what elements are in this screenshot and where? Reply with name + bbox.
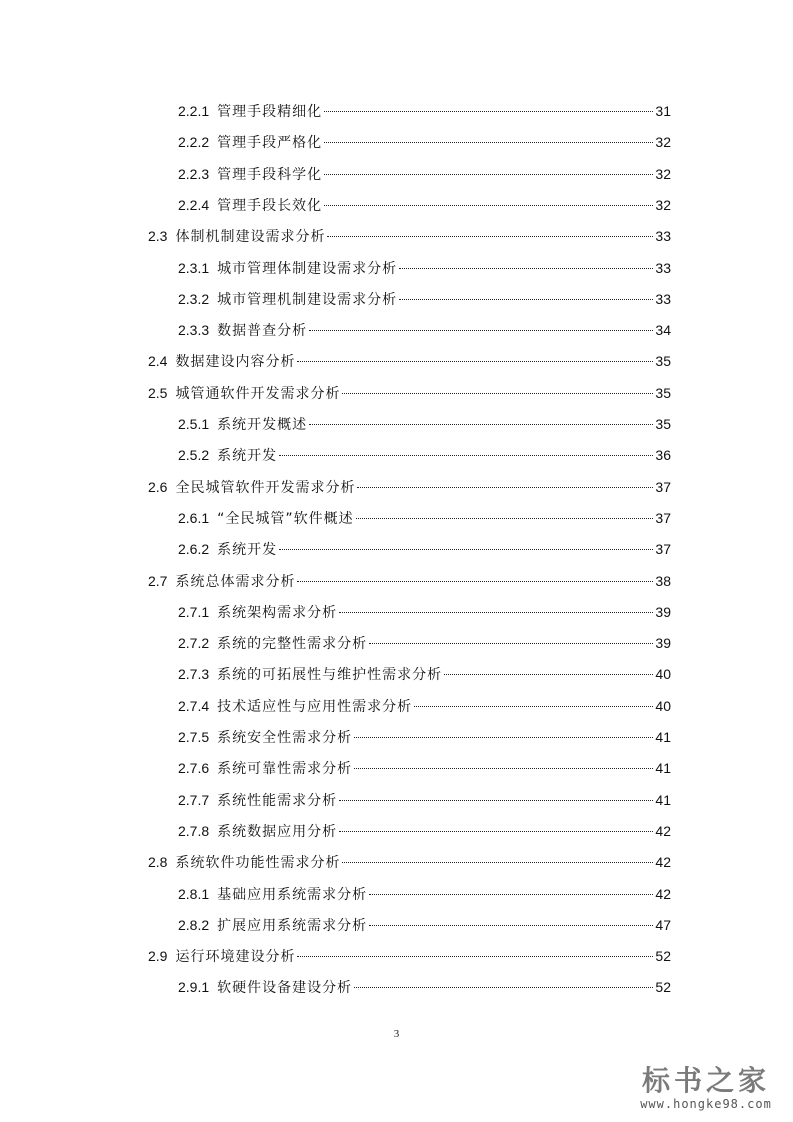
toc-entry-page: 36 [655,447,671,464]
toc-entry-number: 2.3.3 [178,322,210,339]
toc-entry-page: 37 [655,509,671,526]
toc-entry-number: 2.8 [148,854,168,871]
toc-entry-page: 32 [655,165,671,182]
toc-entry-title: 扩展应用系统需求分析 [217,917,368,934]
toc-entry-number: 2.7.5 [178,729,210,745]
toc-dot-leader [324,173,653,175]
toc-entry-title: 运行环境建设分析 [175,949,296,966]
toc-entry-page: 39 [655,635,671,652]
toc-entry[interactable] [178,538,671,560]
toc-entry-number: 2.8.2 [178,916,210,933]
toc-entry[interactable] [178,789,671,811]
watermark-url: www.hongke98.com [640,1097,772,1111]
toc-entry-number: 2.2.3 [178,165,210,182]
toc-entry-page: 38 [655,572,671,589]
toc-dot-leader [297,580,653,582]
toc-entry-page: 35 [655,416,671,432]
toc-entry-number: 2.7.1 [178,603,210,620]
toc-entry-page: 33 [655,228,671,245]
toc-entry[interactable] [178,100,671,122]
toc-entry-title: 管理手段精细化 [217,104,323,120]
toc-entry-title: 城管通软件开发需求分析 [175,385,341,402]
toc-entry-number: 2.9.1 [178,979,210,996]
toc-entry[interactable] [178,757,671,779]
toc-entry[interactable] [148,382,671,404]
toc-entry-number: 2.7.6 [178,760,210,777]
toc-entry[interactable] [148,225,671,247]
toc-dot-leader [356,517,654,519]
toc-dot-leader [297,360,653,362]
toc-entry-title: 系统可靠性需求分析 [217,761,353,778]
toc-entry-number: 2.4 [148,353,168,370]
toc-entry[interactable] [178,163,671,185]
toc-entry-title: 管理手段长效化 [217,197,323,214]
toc-entry[interactable] [178,131,671,153]
toc-entry[interactable] [178,319,671,341]
toc-dot-leader [357,486,653,488]
toc-entry[interactable] [178,257,671,279]
toc-entry-number: 2.7.3 [178,666,210,683]
toc-entry-title: 系统安全性需求分析 [217,730,353,746]
toc-entry-title: 系统开发 [217,542,278,559]
toc-entry-title: 城市管理机制建设需求分析 [217,291,398,308]
toc-entry[interactable] [178,632,671,654]
toc-entry[interactable] [178,695,671,717]
toc-entry-page: 32 [655,134,671,151]
toc-entry[interactable] [148,570,671,592]
toc-entry[interactable] [178,976,671,998]
toc-entry-number: 2.7 [148,572,168,589]
toc-entry-page: 41 [655,760,671,777]
toc-dot-leader [279,454,653,456]
toc-entry-page: 32 [655,196,671,213]
toc-entry-page: 31 [655,103,671,119]
toc-entry-page: 42 [655,822,671,839]
toc-entry-number: 2.6.2 [178,541,210,558]
toc-entry[interactable] [178,663,671,685]
toc-entry-number: 2.7.4 [178,697,210,714]
toc-entry-number: 2.8.1 [178,885,210,902]
toc-entry-title: 系统软件功能性需求分析 [175,855,341,872]
toc-entry-title: 基础应用系统需求分析 [217,886,368,903]
toc-dot-leader [399,267,653,269]
toc-entry-number: 2.2.4 [178,196,210,213]
toc-dot-leader [297,955,653,957]
toc-entry-number: 2.9 [148,948,168,965]
watermark-logo: 标书之家 [641,1064,770,1097]
toc-dot-leader [369,642,653,644]
toc-entry-number: 2.5.2 [178,447,210,464]
toc-entry-title: 管理手段严格化 [217,135,323,152]
toc-entry-page: 39 [655,603,671,620]
toc-entry-title: 技术适应性与应用性需求分析 [217,698,413,715]
toc-entry-title: 系统的完整性需求分析 [217,636,368,653]
toc-entry[interactable] [178,444,671,466]
toc-entry-title: 城市管理体制建设需求分析 [217,260,398,277]
toc-entry-page: 42 [655,885,671,902]
toc-entry-page: 34 [655,322,671,339]
toc-dot-leader [339,799,653,801]
toc-entry-number: 2.3 [148,228,168,245]
toc-entry[interactable] [148,945,671,967]
toc-dot-leader [309,423,653,425]
toc-entry-title: 数据建设内容分析 [175,354,296,371]
toc-entry-title: “全民城管”软件概述 [217,510,354,527]
toc-entry[interactable] [178,601,671,623]
toc-entry-title: 系统架构需求分析 [217,604,338,621]
toc-entry[interactable] [148,476,671,498]
toc-dot-leader [399,298,653,300]
watermark [631,1065,781,1111]
toc-entry-page: 33 [655,259,671,276]
toc-entry-page: 47 [655,916,671,933]
toc-entry-page: 35 [655,353,671,370]
toc-dot-leader [354,767,653,769]
toc-entry-title: 数据普查分析 [217,323,308,340]
toc-entry-number: 2.7.2 [178,635,210,652]
toc-entry-page: 37 [655,478,671,495]
toc-entry-number: 2.5.1 [178,416,210,432]
toc-entry-number: 2.5 [148,384,168,401]
toc-dot-leader [369,924,653,926]
toc-entry-title: 系统数据应用分析 [217,823,338,840]
toc-entry-title: 系统开发 [217,448,278,465]
toc-dot-leader [327,235,653,237]
toc-dot-leader [369,893,653,895]
toc-entry[interactable] [148,851,671,873]
toc-entry-page: 41 [655,791,671,808]
toc-entry[interactable] [178,288,671,310]
toc-entry-page: 33 [655,290,671,307]
toc-dot-leader [339,830,653,832]
toc-dot-leader [444,673,653,675]
toc-entry-title: 软硬件设备建设分析 [217,980,353,997]
toc-entry-page: 37 [655,541,671,558]
toc-dot-leader [339,611,653,613]
toc-entry-page: 52 [655,948,671,965]
toc-entry[interactable] [178,413,671,435]
toc-dot-leader [354,986,653,988]
toc-entry[interactable] [178,507,671,529]
toc-dot-leader [279,548,653,550]
toc-entry-number: 2.3.2 [178,290,210,307]
toc-dot-leader [342,861,653,863]
toc-dot-leader [324,141,653,143]
toc-entry-title: 系统的可拓展性与维护性需求分析 [217,667,443,684]
toc-entry[interactable] [178,820,671,842]
page-number: 3 [393,1028,400,1040]
toc-entry-title: 体制机制建设需求分析 [175,229,326,246]
toc-dot-leader [414,705,653,707]
toc-entry-number: 2.7.8 [178,822,210,839]
toc-entry-page: 40 [655,666,671,683]
toc-dot-leader [324,110,653,112]
toc-dot-leader [354,736,653,738]
toc-entry[interactable] [178,726,671,748]
toc-entry[interactable] [148,350,671,372]
toc-entry-title: 系统性能需求分析 [217,792,338,809]
toc-entry-page: 41 [655,729,671,745]
toc-entry-title: 管理手段科学化 [217,166,323,183]
toc-entry-number: 2.2.1 [178,103,210,119]
toc-entry-page: 40 [655,697,671,714]
toc-entry-page: 42 [655,854,671,871]
toc-entry-page: 35 [655,384,671,401]
toc-entry-number: 2.2.2 [178,134,210,151]
toc-dot-leader [342,392,653,394]
toc-entry-title: 全民城管软件开发需求分析 [175,479,356,496]
toc-entry[interactable] [178,883,671,905]
toc-dot-leader [324,204,653,206]
toc-entry-number: 2.6.1 [178,509,210,526]
toc-entry[interactable] [178,914,671,936]
toc-entry[interactable] [178,194,671,216]
toc-entry-page: 52 [655,979,671,996]
toc-entry-title: 系统开发概述 [217,417,308,433]
toc-entry-number: 2.3.1 [178,259,210,276]
toc-entry-number: 2.6 [148,478,168,495]
toc-entry-title: 系统总体需求分析 [175,573,296,590]
toc-entry-number: 2.7.7 [178,791,210,808]
toc-dot-leader [309,329,653,331]
